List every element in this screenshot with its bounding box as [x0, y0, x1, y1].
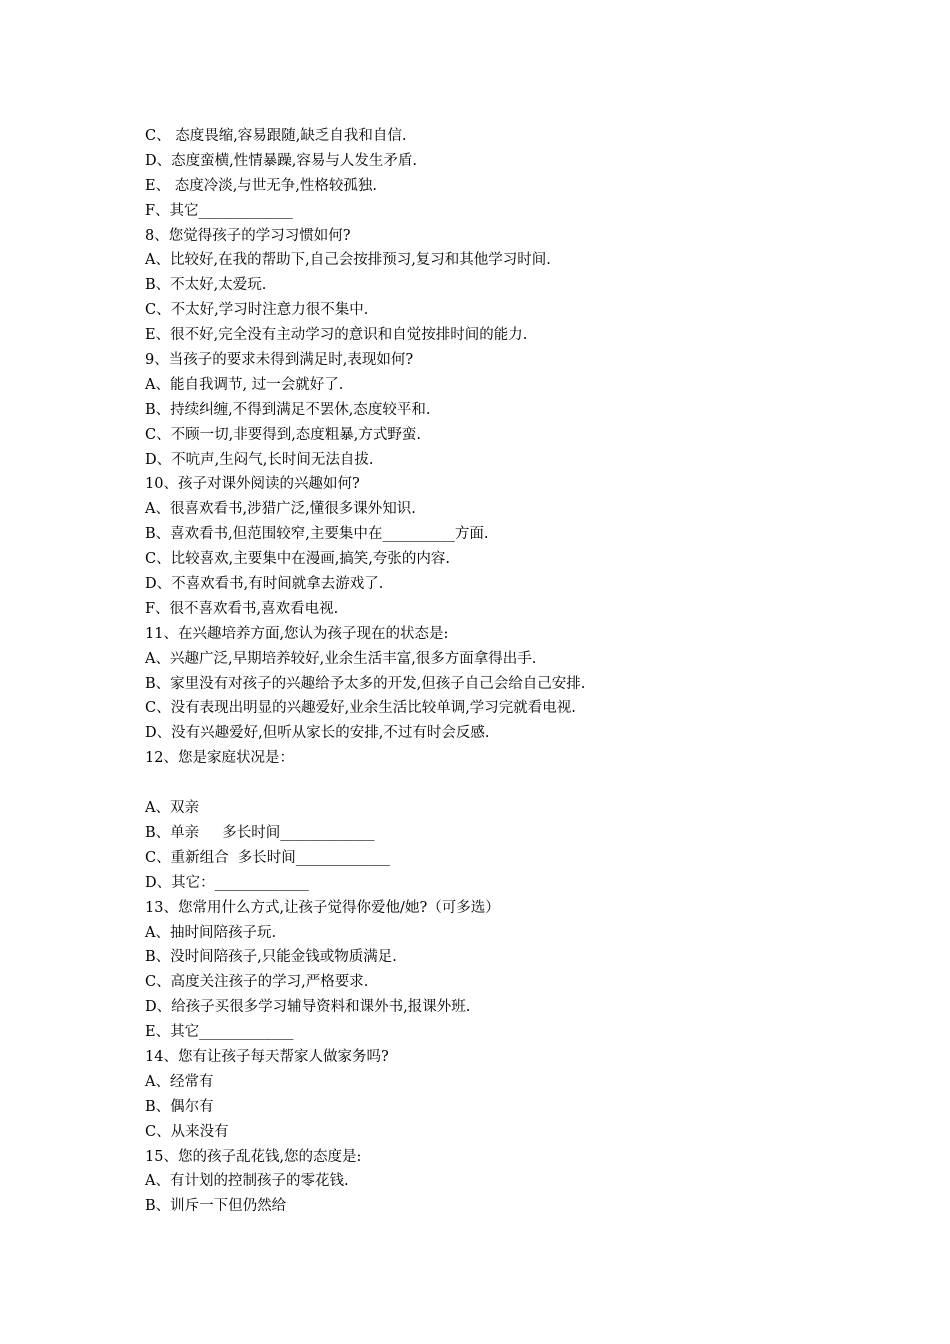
option-line: C、从来没有 [145, 1123, 229, 1140]
option-line: B、训斥一下但仍然给 [145, 1198, 287, 1215]
option-line: B、偶尔有 [145, 1098, 214, 1115]
option-line: B、家里没有对孩子的兴趣给予太多的开发,但孩子自己会给自己安排. [145, 675, 586, 692]
option-line: B、单亲 多长时间_____________ [145, 824, 375, 841]
question-line: 11、在兴趣培养方面,您认为孩子现在的状态是: [145, 625, 449, 642]
option-line: C、比较喜欢,主要集中在漫画,搞笑,夸张的内容. [145, 551, 451, 568]
option-line: D、不吭声,生闷气,长时间无法自拔. [145, 451, 374, 468]
document-page [145, 124, 845, 1219]
question-line: 9、当孩子的要求未得到满足时,表现如何? [145, 352, 414, 369]
option-line: E、 态度冷淡,与世无争,性格较孤独. [145, 177, 378, 194]
option-line: B、喜欢看书,但范围较窄,主要集中在__________方面. [145, 526, 489, 543]
option-line: C、 态度畏缩,容易跟随,缺乏自我和自信. [145, 128, 407, 144]
option-line: B、持续纠缠,不得到满足不罢休,态度较平和. [145, 401, 431, 418]
option-line: D、没有兴趣爱好,但听从家长的安排,不过有时会反感. [145, 725, 490, 742]
option-line: B、不太好,太爱玩. [145, 277, 267, 294]
option-line: A、比较好,在我的帮助下,自己会按排预习,复习和其他学习时间. [145, 252, 551, 269]
option-line: A、有计划的控制孩子的零花钱. [145, 1173, 349, 1190]
option-line: D、态度蛮横,性情暴躁,容易与人发生矛盾. [145, 152, 417, 169]
option-line: A、双亲 [145, 800, 199, 817]
question-line: 14、您有让孩子每天帮家人做家务吗? [145, 1048, 389, 1065]
question-line: 15、您的孩子乱花钱,您的态度是: [145, 1148, 362, 1165]
option-line: A、很喜欢看书,涉猎广泛,懂很多课外知识. [145, 501, 416, 518]
option-line: E、其它_____________ [145, 1024, 294, 1041]
question-line: 10、孩子对课外阅读的兴趣如何? [145, 476, 360, 493]
option-line: B、没时间陪孩子,只能金钱或物质满足. [145, 949, 397, 966]
option-line: C、不顾一切,非要得到,态度粗暴,方式野蛮. [145, 426, 422, 443]
option-line: D、不喜欢看书,有时间就拿去游戏了. [145, 576, 384, 593]
option-line: F、很不喜欢看书,喜欢看电视. [145, 600, 339, 617]
option-line: F、其它_____________ [145, 202, 293, 219]
question-line: 8、您觉得孩子的学习习惯如何? [145, 227, 351, 244]
option-line: C、不太好,学习时注意力很不集中. [145, 302, 369, 319]
option-line: C、重新组合 多长时间_____________ [145, 849, 391, 866]
option-line: E、很不好,完全没有主动学习的意识和自觉按排时间的能力. [145, 327, 528, 344]
option-line: A、能自我调节, 过一会就好了. [145, 376, 344, 393]
option-line: C、没有表现出明显的兴趣爱好,业余生活比较单调,学习完就看电视. [145, 700, 576, 717]
option-line: A、抽时间陪孩子玩. [145, 924, 277, 941]
question-line: 12、您是家庭状况是： [145, 750, 294, 767]
option-line: A、兴趣广泛,早期培养较好,业余生活丰富,很多方面拿得出手. [145, 650, 537, 667]
option-line: D、其它：_____________ [145, 874, 309, 891]
option-line: C、高度关注孩子的学习,严格要求. [145, 974, 369, 991]
blank-line [145, 771, 845, 796]
option-line: A、经常有 [145, 1073, 214, 1090]
question-line: 13、您常用什么方式,让孩子觉得你爱他/她?（可多选） [145, 899, 500, 916]
option-line: D、给孩子买很多学习辅导资料和课外书,报课外班. [145, 999, 471, 1016]
